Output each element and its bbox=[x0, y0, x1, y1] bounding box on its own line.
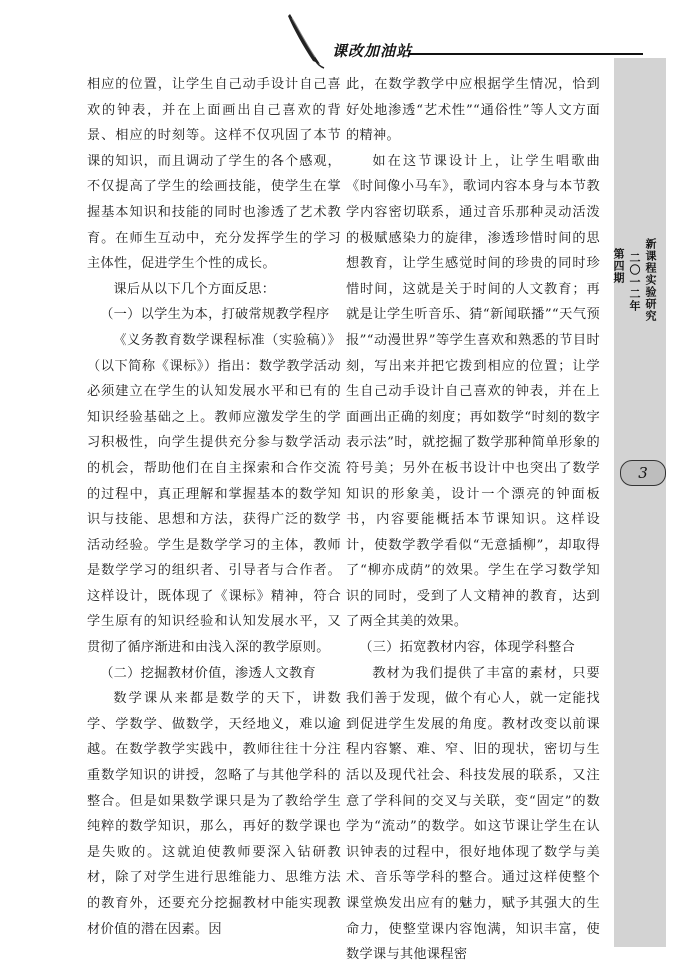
section-heading: （三）拓宽教材内容，体现学科整合 bbox=[359, 640, 575, 656]
right-column bbox=[346, 72, 600, 968]
paragraph: 课后从以下几个方面反思： bbox=[113, 281, 276, 297]
journal-issue: 第四期 bbox=[612, 248, 625, 284]
paragraph: 此，在数学教学中应根据学生情况，恰到好处地渗透“艺术性”“通俗性”等人文方面的精神。 bbox=[346, 77, 600, 144]
paragraph: 数学课从来都是数学的天下，讲数学、学数学、做数学，天经地义，难以逾越。在数学教学实践中，教师往往十分注重数学知识的讲授，忽略了与其他学科的整合。但是如果数学课只是为了教给学生纯粹的数学知识，那么，再好的数学课也是失败的。这就迫使教师要深入钻研教材，除了对学生进行思维能力、思维方法的教育外，还要充分挖掘教材中能实现教材价值的潜在因素。因 bbox=[87, 691, 341, 937]
journal-name: 新课程实验研究 bbox=[644, 238, 657, 322]
journal-year: 二〇一二年 bbox=[628, 252, 641, 312]
paragraph: 如在这节课设计上，让学生唱歌曲《时间像小马车》，歌词内容本身与本节教学内容密切联系，通过音乐那种灵动活泼的极赋感染力的旋律，渗透珍惜时间的思想教育，让学生感觉时间的珍贵的同时珍惜时间，这就是关于时间的人文教育；再就是让学生听音乐、猜“新闻联播”“天气预报”“动漫世界”等学生喜欢和熟悉的节目时刻，写出来并把它拨到相应的位置；让学生自己动手设计自己喜欢的钟表，并在上面画出正确的刻度；再如数学“时刻的数字表示法”时，就挖掘了数学那种简单形象的符号美；另外在板书设计中也突出了数学知识的形象美，设计一个漂亮的钟面板书，内容要能概括本节课知识。这样设计，使数学教学看似“无意插柳”，却取得了“柳亦成荫”的效果。学生在学习数学知识的同时，受到了人文精神的教育，达到了两全其美的效果。 bbox=[346, 153, 600, 630]
journal-info bbox=[612, 238, 658, 322]
paragraph: 教材为我们提供了丰富的素材，只要我们善于发现，做个有心人，就一定能找到促进学生发展的角度。教材改变以前课程内容繁、难、窄、旧的现状，密切与生活以及现代社会、科技发展的联系，又注意了学科间的交叉与关联，变“固定”的数学为“流动”的数学。如这节课让学生在认识钟表的过程中，很好地体现了数学与美术、音乐等学科的整合。通过这样使整个课堂焕发出应有的魅力，赋予其强大的生命力，使整堂课内容饱满，知识丰富，使数学课与其他课程密 bbox=[346, 665, 600, 963]
pen-icon bbox=[282, 10, 326, 70]
section-title: 课改加油站 bbox=[332, 42, 413, 60]
side-bar bbox=[614, 58, 666, 947]
left-column bbox=[87, 72, 341, 942]
paragraph: 《义务教育数学课程标准（实验稿）》（以下简称《课标》）指出：数学教学活动必须建立在学生的认知发展水平和已有的知识经验基础之上。教师应激发学生的学习积极性，向学生提供充分参与数学活动的机会，帮助他们在自主探索和合作交流的过程中，真正理解和掌握基本的数学知识与技能、思想和方法，获得广泛的数学活动经验。学生是数学学习的主体，教师是数学学习的组织者、引导者与合作者。这样设计，既体现了《课标》精神，符合学生原有的知识经验和认知发展水平，又贯彻了循序渐进和由浅入深的教学原则。 bbox=[87, 332, 341, 656]
section-heading: （一）以学生为本，打破常规教学程序 bbox=[100, 307, 330, 323]
section-heading: （二）挖掘教材价值，渗透人文教育 bbox=[100, 665, 316, 681]
paragraph: 相应的位置，让学生自己动手设计自己喜欢的钟表，并在上面画出自己喜欢的背景、相应的时刻等。这样不仅巩固了本节课的知识，而且调动了学生的各个感观，不仅提高了学生的绘画技能，使学生在掌握基本知识和技能的同时也渗透了艺术教育。在师生互动中，充分发挥学生的学习主体性，促进学生个性的成长。 bbox=[87, 77, 341, 272]
header-rule bbox=[408, 53, 643, 55]
page-number: 3 bbox=[620, 460, 666, 486]
